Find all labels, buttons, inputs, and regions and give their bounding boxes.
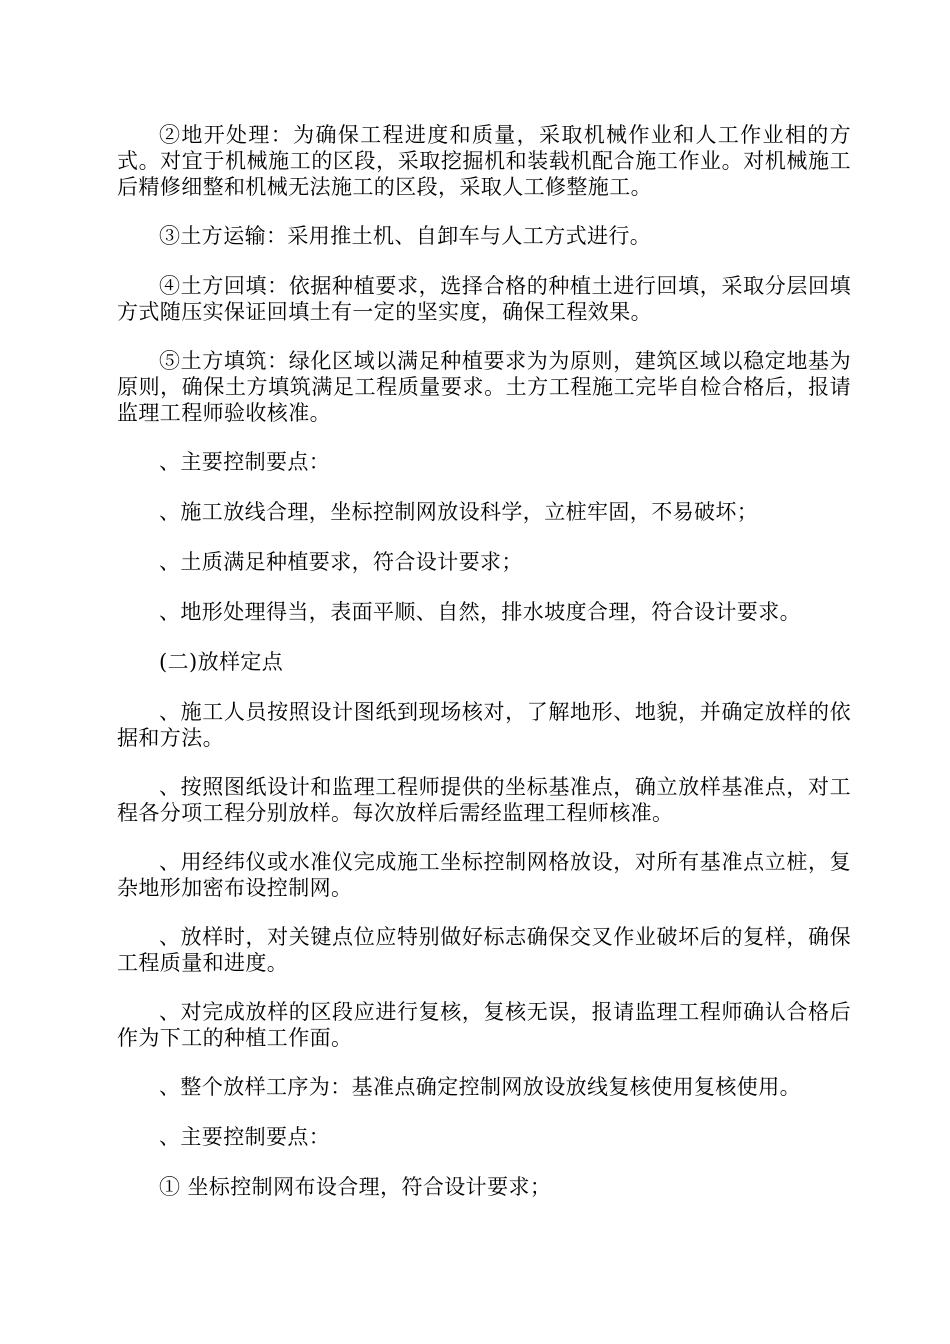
paragraph-earth-transport: ③土方运输：采用推土机、自卸车与人工方式进行。 [159, 224, 652, 248]
paragraph-staking-reference: 、按照图纸设计和监理工程师提供的坐标基准点，确立放样基准点，对工程各分项工程分别放样。每次放样后需经监理工程师核准。 [117, 775, 851, 825]
paragraph-staking-instrument: 、用经纬仪或水准仪完成施工坐标控制网格放设，对所有基准点立桩，复杂地形加密布设控制网。 [117, 850, 851, 900]
paragraph-control-point-terrain: 、地形处理得当，表面平顺、自然，排水坡度合理，符合设计要求。 [159, 600, 801, 624]
paragraph-staking-process: 、整个放样工序为：基准点确定控制网放设放线复核使用复核使用。 [159, 1075, 801, 1099]
paragraph-control-points-heading-2: 、主要控制要点： [159, 1125, 331, 1149]
paragraph-control-point-network: ① 坐标控制网布设合理，符合设计要求； [159, 1175, 552, 1199]
section-heading-staking: (二)放样定点 [159, 650, 284, 674]
document-page [117, 122, 851, 1224]
paragraph-control-points-heading: 、主要控制要点： [159, 450, 331, 474]
paragraph-staking-check: 、施工人员按照设计图纸到现场核对，了解地形、地貌，并确定放样的依据和方法。 [117, 700, 851, 750]
paragraph-land-treatment: ②地开处理：为确保工程进度和质量，采取机械作业和人工作业相的方式。对宜于机械施工的区段，采取挖掘机和装载机配合施工作业。对机械施工后精修细整和机械无法施工的区段，采取人工修整施工。 [117, 123, 851, 199]
paragraph-backfill: ④土方回填：依据种植要求，选择合格的种植土进行回填，采取分层回填方式随压实保证回填土有一定的坚实度，确保工程效果。 [117, 274, 851, 324]
paragraph-staking-review: 、对完成放样的区段应进行复核，复核无误，报请监理工程师确认合格后作为下工的种植工作面。 [117, 1000, 851, 1050]
paragraph-control-point-layout: 、施工放线合理，坐标控制网放设科学，立桩牢固，不易破坏； [159, 500, 759, 524]
paragraph-earth-filling: ⑤土方填筑：绿化区域以满足种植要求为为原则，建筑区域以稳定地基为原则，确保土方填筑满足工程质量要求。土方工程施工完毕自检合格后，报请监理工程师验收核准。 [117, 349, 851, 425]
paragraph-control-point-soil: 、土质满足种植要求，符合设计要求； [159, 550, 523, 574]
paragraph-staking-marks: 、放样时，对关键点位应特别做好标志确保交叉作业破坏后的复样，确保工程质量和进度。 [117, 925, 851, 975]
